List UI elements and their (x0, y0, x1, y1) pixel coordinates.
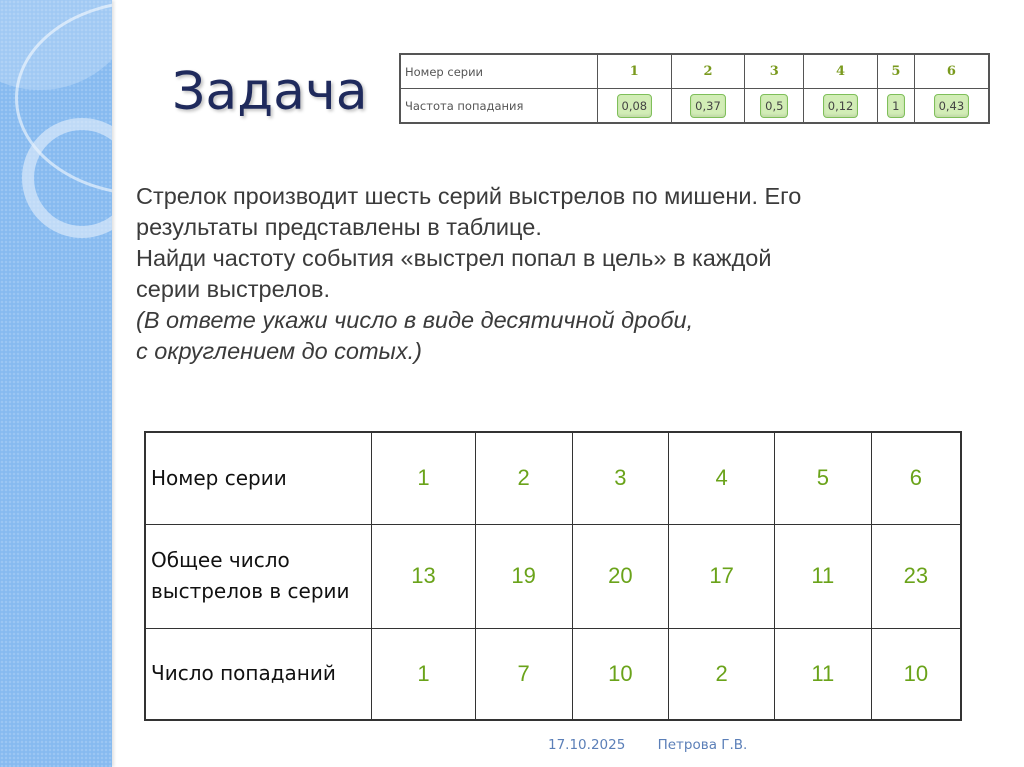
total-shots-cell: 23 (871, 524, 961, 628)
answer-series-1: 1 (598, 54, 672, 89)
table-row-hits (145, 628, 961, 720)
total-shots-cell: 19 (475, 524, 572, 628)
hits-cell: 2 (669, 628, 775, 720)
answer-table-frequency-row (400, 89, 989, 124)
series-cell: 3 (572, 432, 669, 524)
series-cell: 2 (475, 432, 572, 524)
answer-row-label-frequency: Частота попадания (400, 89, 598, 124)
row-label-hits: Число попаданий (145, 628, 372, 720)
answer-badge: 0,37 (690, 94, 726, 118)
answer-series-3: 3 (745, 54, 804, 89)
answer-badge: 0,08 (617, 94, 653, 118)
total-shots-cell: 13 (372, 524, 476, 628)
answer-table (399, 53, 990, 124)
answer-series-5: 5 (877, 54, 914, 89)
answer-row-label-series: Номер серии (400, 54, 598, 89)
series-cell: 1 (372, 432, 476, 524)
hits-cell: 10 (572, 628, 669, 720)
series-cell: 5 (774, 432, 871, 524)
answer-series-6: 6 (914, 54, 989, 89)
series-cell: 4 (669, 432, 775, 524)
shooting-data-table (144, 431, 962, 721)
total-shots-cell: 17 (669, 524, 775, 628)
table-row-series (145, 432, 961, 524)
problem-line: Найди частоту события «выстрел попал в цель» в каждой (136, 245, 772, 271)
answer-table-header-row (400, 54, 989, 89)
row-label-total-shots: Общее число выстрелов в серии (145, 524, 372, 628)
answer-badge: 0,43 (934, 94, 970, 118)
slide-footer (548, 737, 775, 753)
hits-cell: 11 (774, 628, 871, 720)
answer-badge: 0,12 (823, 94, 859, 118)
total-shots-cell: 20 (572, 524, 669, 628)
answer-series-2: 2 (671, 54, 745, 89)
problem-line: результаты представлены в таблице. (136, 214, 542, 240)
hits-cell: 10 (871, 628, 961, 720)
answer-badge: 1 (887, 94, 904, 118)
total-shots-cell: 11 (774, 524, 871, 628)
footer-author: Петрова Г.В. (657, 737, 748, 753)
instruction-line: с округлением до сотых.) (136, 338, 422, 364)
row-label-series: Номер серии (145, 432, 372, 524)
answer-badge: 0,5 (760, 94, 788, 118)
hits-cell: 7 (475, 628, 572, 720)
series-cell: 6 (871, 432, 961, 524)
problem-line: Стрелок производит шесть серий выстрелов по мишени. Его (136, 183, 802, 209)
problem-statement (136, 181, 956, 367)
decorative-side-panel (0, 0, 112, 767)
hits-cell: 1 (372, 628, 476, 720)
table-row-total-shots (145, 524, 961, 628)
answer-series-4: 4 (804, 54, 878, 89)
instruction-line: (В ответе укажи число в виде десятичной дроби, (136, 307, 694, 333)
problem-line: серии выстрелов. (136, 276, 330, 302)
slide-title: Задача (172, 62, 368, 122)
footer-date: 17.10.2025 (548, 737, 626, 753)
